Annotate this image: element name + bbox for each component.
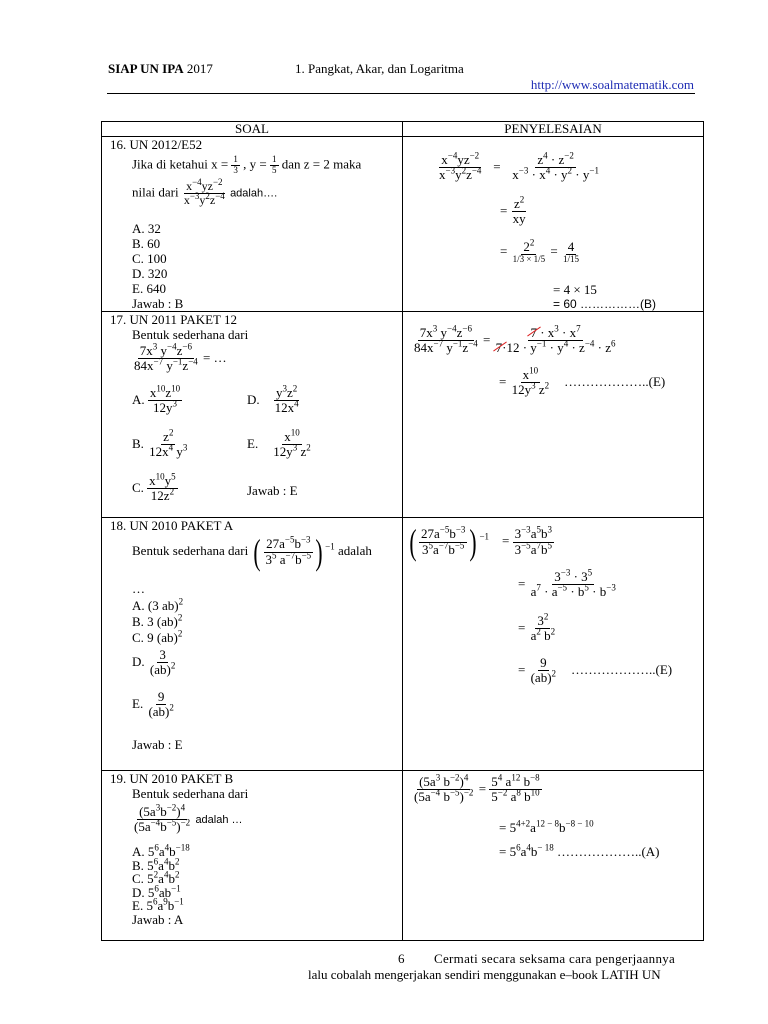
q18-penyelesaian: [403, 518, 704, 771]
q19-option-a: A. $5^6a^4b^{-18}$: [132, 842, 190, 859]
q18-title: 18. UN 2010 PAKET A: [110, 518, 234, 533]
q17-option-a: A. $\frac{x^{10}z^{10}}{12y^3}$: [132, 383, 181, 416]
q19-expression: $\frac{(5a^3b^{-2})^4}{(5a^{-4}b^{-5})^{-2}}$ adalah …: [134, 802, 243, 835]
header-rule: [107, 93, 695, 94]
q17-answer: Jawab : E: [247, 483, 298, 498]
q19-solution-step2: = $5^{4+2}a^{12 - 8}b^{-8 - 10}$: [499, 818, 594, 835]
problem-table: [101, 121, 704, 941]
q19-solution-step1: $\frac{(5a^3 b^{-2})^4}{(5a^{-4} b^{-5})^{-2}}$ = $\frac{5^4 a^{12} b^{-8}}{5^{-2} a^8 b^{10}}$: [414, 772, 540, 805]
q18-option-b: B. 3 (ab)$^2$: [132, 612, 183, 629]
q17-option-e: E. $\frac{x^{10}}{12y^3 z^2}$: [247, 427, 311, 460]
header-title: [108, 61, 213, 77]
q19-answer: Jawab : A: [132, 911, 184, 927]
q18-ellipsis: …: [132, 581, 145, 596]
q18-solution-step2: = $\frac{3^{-3} \cdot 3^5}{a^7 \cdot a^{-5} \cdot b^5 \cdot b^{-3}}$: [518, 567, 616, 600]
q19-option-b: B. $5^6a^4b^2$: [132, 856, 180, 873]
q17-expression: $\frac{7x^3 y^{-4}z^{-6}}{84x^{-7} y^{-1}z^{-4}}$ = …: [134, 341, 227, 374]
column-header-soal: SOAL: [102, 122, 403, 137]
q16-option-e: E. 640: [132, 281, 166, 296]
fraction-one-third: $\frac{1}{3}$: [233, 154, 238, 175]
q16-option-d: D. 320: [132, 266, 168, 281]
q17-stem: Bentuk sederhana dari: [132, 327, 249, 342]
q17-title: 17. UN 2011 PAKET 12: [110, 312, 238, 327]
q16-options: [132, 221, 183, 311]
q17-solution-step2: = $\frac{x^{10}}{12y^3 z^2}$ ………………..(E): [499, 365, 666, 398]
chapter-title: 1. Pangkat, Akar, dan Logaritma: [295, 61, 464, 76]
q19-option-c: C. $5^2a^4b^2$: [132, 869, 180, 886]
q19-options: [132, 842, 190, 927]
q17-option-d: D. $\frac{y^3z^2}{12x^4}$: [247, 383, 299, 416]
q16-option-a: A. 32: [132, 221, 161, 236]
fraction-one-fifth: $\frac{1}{5}$: [272, 154, 277, 175]
website-link[interactable]: http://www.soalmatematik.com: [530, 77, 694, 92]
q18-option-d: D. $\frac{3}{(ab)^2}$: [132, 647, 176, 678]
q19-solution-step3: = $5^6a^4b^{- 18}$ ………………..(A): [499, 842, 660, 859]
footer-line2: lalu cobalah mengerjakan sendiri menggunakan e–book LATIH UN: [308, 967, 661, 982]
q18-soal: [102, 518, 403, 771]
q18-solution-step4: = $\frac{9}{(ab)^2}$ ………………..(E): [518, 655, 673, 686]
q19-stem: Bentuk sederhana dari: [132, 786, 249, 801]
q16-stem-line1: Jika di ketahui x = $\frac{1}{3}$ , y = $\frac{1}{5}$ dan z = 2 maka: [132, 154, 362, 175]
q19-soal: [102, 771, 403, 941]
q18-options-abc: [132, 598, 183, 646]
q19-title: 19. UN 2010 PAKET B: [110, 771, 234, 786]
page-number: 6: [398, 951, 405, 966]
q16-soal: [102, 137, 403, 312]
q16-solution-step5: = 60 ……………(B): [553, 297, 657, 311]
q16-option-b: B. 60: [132, 236, 161, 251]
q18-option-c: C. 9 (ab)$^2$: [132, 628, 183, 645]
q16-expression: $\frac{x^{-4}yz^{-2}}{x^{-3}y^2z^{-4}}$: [183, 177, 225, 208]
q19-option-d: D. $5^6ab^{-1}$: [132, 883, 181, 900]
q18-solution-step3: = $\frac{3^2}{a^2 b^2}$: [518, 611, 556, 644]
q18-stem: Bentuk sederhana dari ( $\frac{27a^{-5}b^{-3}}{3^5 a^{-7}b^{-5}}$ ) $^{-1}$ adalah: [132, 532, 372, 572]
footer-line1: Cermati secara seksama cara pengerjaannya: [434, 951, 676, 966]
column-header-penyelesaian: PENYELESAIAN: [403, 122, 704, 137]
q17-option-c: C. $\frac{x^{10}y^5}{12z^2}$: [132, 471, 176, 504]
q16-stem-line2: nilai dari $\frac{x^{-4}yz^{-2}}{x^{-3}y^2z^{-4}}$ adalah….: [132, 177, 278, 208]
q16-option-c: C. 100: [132, 251, 167, 266]
q17-solution-step1: $\frac{7x^3 y^{-4}z^{-6}}{84x^{-7} y^{-1}z^{-4}}$ = 7 · $x^3 \cdot x^7$ 7 $\cdot 12 \cdot y^{-1} \cdot y^4 \cdot z^{-4} \cdot z^6$: [414, 323, 616, 356]
q17-penyelesaian: [403, 312, 704, 518]
q19-option-e: E. $5^6a^9b^{-1}$: [132, 896, 184, 913]
q18-option-a: A. (3 ab)$^2$: [132, 596, 184, 613]
q16-penyelesaian: [403, 137, 704, 312]
q16-answer: Jawab : B: [132, 296, 184, 311]
q16-solution-step4: = 4 × 15: [553, 282, 597, 297]
q17-soal: [102, 312, 403, 518]
header-title-bold: SIAP UN IPA: [108, 61, 184, 76]
q18-solution-step1: ( $\frac{27a^{-5}b^{-3}}{3^5a^{-7}b^{-5}}$ ) $^{-1}$ = $\frac{3^{-3}a^5b^3}{3^{-5}a^7b^5}$: [409, 522, 552, 562]
q18-option-e: E. $\frac{9}{(ab)^2}$: [132, 689, 174, 720]
q16-solution-step1: $\frac{x^{-4}yz^{-2}}{x^{-3}y^2z^{-4}}$ = $\frac{z^4 \cdot z^{-2}}{x^{-3} \cdot x^4 \cdot y^2 \cdot y^{-1}}$: [439, 150, 599, 183]
q16-solution-step3: = $\frac{2^2}{1/3 \times 1/5}$ = $\frac{4}{1/15}$: [500, 237, 580, 265]
q16-title: 16. UN 2012/E52: [110, 137, 203, 152]
q16-solution-step2: = $\frac{z^2}{xy}$: [500, 194, 526, 227]
q18-answer: Jawab : E: [132, 737, 183, 752]
q19-penyelesaian: [403, 771, 704, 941]
q17-option-b: B. $\frac{z^2}{12x^4 y^3}$: [132, 427, 188, 460]
header-year: 2017: [186, 61, 213, 76]
